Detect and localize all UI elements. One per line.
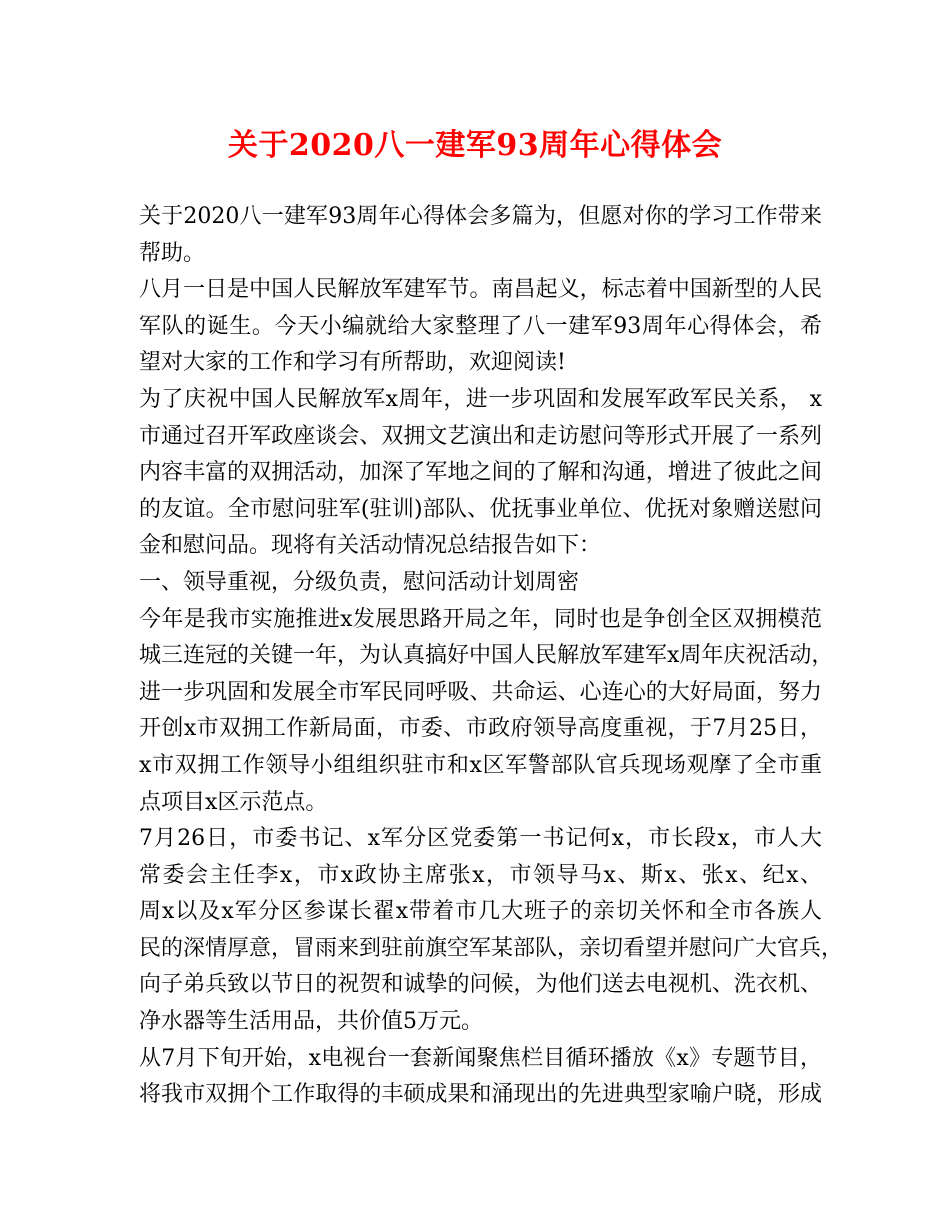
- text-line: 进一步巩固和发展全市军民同呼吸、共命运、心连心的大好局面，努力: [139, 679, 822, 705]
- text-line: 城三连冠的关键一年，为认真搞好中国人民解放军建军x周年庆祝活动，: [139, 643, 834, 669]
- text-line: x市双拥工作领导小组组织驻市和x区军警部队官兵现场观摩了全市重: [139, 752, 822, 778]
- text-line: 民的深情厚意，冒雨来到驻前旗空军某部队，亲切看望并慰问广大官兵，: [139, 935, 844, 961]
- text-line: 周x以及x军分区参谋长翟x带着市几大班子的亲切关怀和全市各族人: [139, 899, 822, 925]
- text-line: 7月26日，市委书记、x军分区党委第一书记何x，市长段x，市人大: [139, 826, 822, 852]
- text-line: 常委会主任李x，市x政协主席张x，市领导马x、斯x、张x、纪x、: [139, 862, 822, 888]
- text-line: 一、领导重视，分级负责，慰问活动计划周密: [139, 569, 580, 595]
- text-line: 今年是我市实施推进x发展思路开局之年，同时也是争创全区双拥模范: [139, 606, 822, 632]
- text-line: 关于2020八一建军93周年心得体会多篇为，但愿对你的学习工作带来: [139, 204, 822, 229]
- text-line: 向子弟兵致以节日的祝贺和诚挚的问候，为他们送去电视机、洗衣机、: [139, 972, 822, 998]
- text-line: 金和慰问品。现将有关活动情况总结报告如下：: [139, 533, 602, 559]
- text-line: 帮助。: [139, 240, 206, 266]
- text-line: 内容丰富的双拥活动，加深了军地之间的了解和沟通，增进了彼此之间: [139, 460, 822, 486]
- text-line: 开创x市双拥工作新局面，市委、市政府领导高度重视，于7月25日，: [139, 716, 822, 742]
- text-line: 市通过召开军政座谈会、双拥文艺演出和走访慰问等形式开展了一系列: [139, 423, 822, 449]
- text-line: 为了庆祝中国人民解放军x周年，进一步巩固和发展军政军民关系， x: [139, 386, 822, 412]
- text-line: 望对大家的工作和学习有所帮助，欢迎阅读!: [139, 350, 566, 376]
- document-body: [139, 199, 844, 1114]
- text-line: 八月一日是中国人民解放军建军节。南昌起义，标志着中国新型的人民: [139, 277, 822, 303]
- text-line: 的友谊。全市慰问驻军(驻训)部队、优抚事业单位、优抚对象赠送慰问: [139, 496, 822, 522]
- text-line: 军队的诞生。今天小编就给大家整理了八一建军93周年心得体会，希: [139, 313, 822, 339]
- text-line: 将我市双拥个工作取得的丰硕成果和涌现出的先进典型家喻户晓，形成: [139, 1082, 822, 1108]
- text-line: 从7月下旬开始，x电视台一套新闻聚焦栏目循环播放《x》专题节目，: [139, 1045, 822, 1071]
- document-title: 关于2020八一建军93周年心得体会: [227, 128, 723, 163]
- text-line: 净水器等生活用品，共价值5万元。: [139, 1009, 483, 1035]
- text-line: 点项目x区示范点。: [139, 789, 328, 815]
